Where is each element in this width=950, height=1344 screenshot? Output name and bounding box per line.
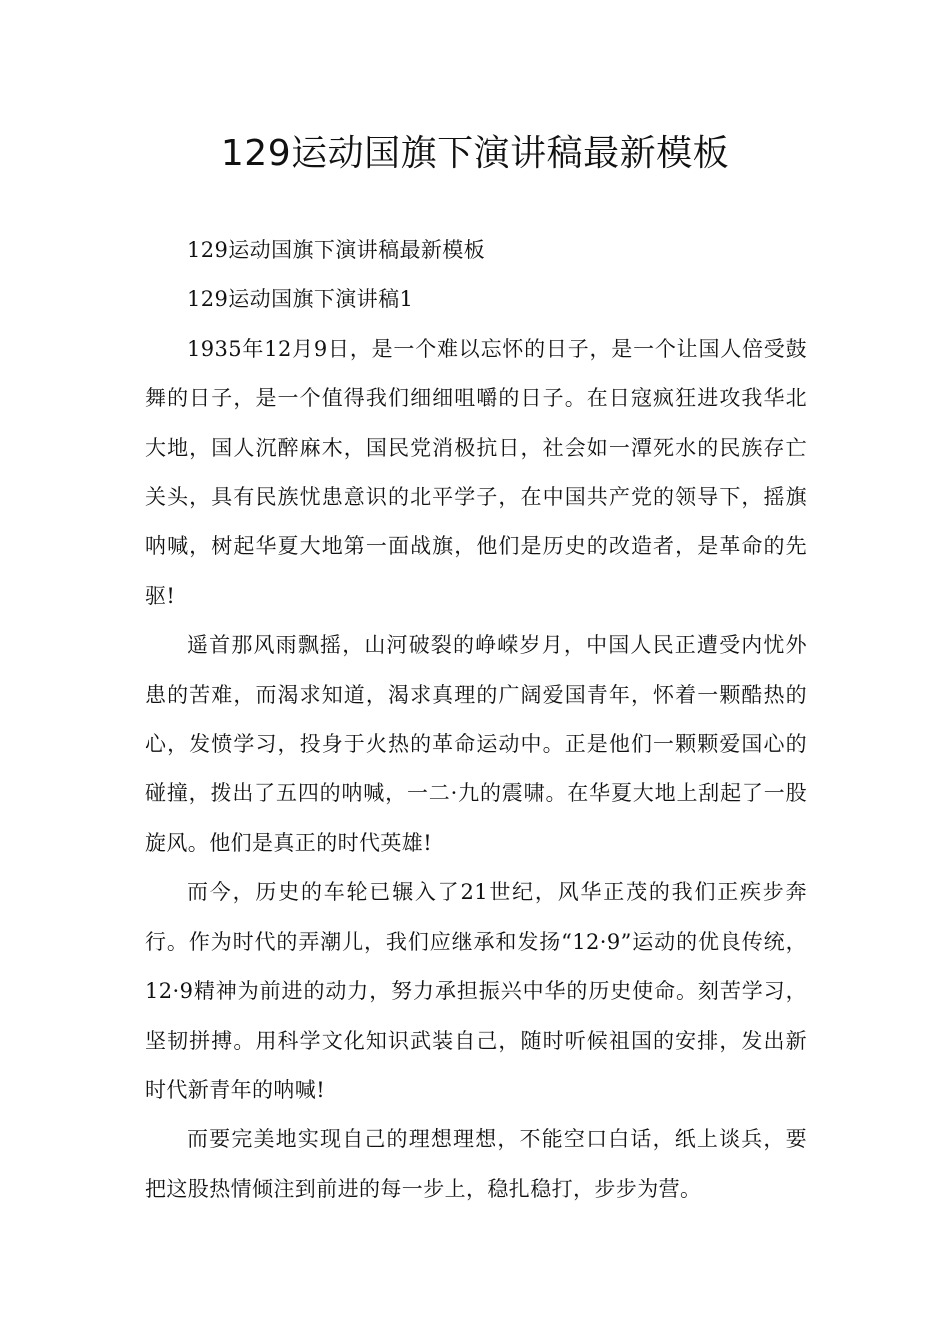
document-title: 129运动国旗下演讲稿最新模板: [220, 133, 730, 174]
paragraph-2: 遥首那风雨飘摇，山河破裂的峥嵘岁月，中国人民正遭受内忧外患的苦难，而渴求知道，渴求真理的广阔爱国青年，怀着一颗酷热的心，发愤学习，投身于火热的革命运动中。正是他们一颗颗爱国心的碰撞，拨出了五四的呐喊，一二·九的震啸。在华夏大地上刮起了一股旋风。他们是真正的时代英雄!: [145, 633, 807, 855]
paragraph-3: 而今，历史的车轮已辗入了21世纪，风华正茂的我们正疾步奔行。作为时代的弄潮儿，我们应继承和发扬“12·9”运动的优良传统，12·9精神为前进的动力，努力承担振兴中华的历史使命。刻苦学习，坚韧拼搏。用科学文化知识武装自己，随时听候祖国的安排，发出新时代新青年的呐喊!: [145, 880, 807, 1102]
document-body: [145, 226, 807, 1214]
paragraph-1: 1935年12月9日，是一个难以忘怀的日子，是一个让国人倍受鼓舞的日子，是一个值得我们细细咀嚼的日子。在日寇疯狂进攻我华北大地，国人沉醉麻木，国民党消极抗日，社会如一潭死水的民族存亡关头，具有民族忧患意识的北平学子，在中国共产党的领导下，摇旗呐喊，树起华夏大地第一面战旗，他们是历史的改造者，是革命的先驱!: [145, 336, 807, 608]
paragraph-section-heading: 129运动国旗下演讲稿1: [187, 287, 414, 312]
paragraph-4: 而要完美地实现自己的理想理想，不能空口白话，纸上谈兵，要把这股热情倾注到前进的每一步上，稳扎稳打，步步为营。: [145, 1127, 807, 1201]
paragraph-subtitle: 129运动国旗下演讲稿最新模板: [187, 238, 486, 262]
